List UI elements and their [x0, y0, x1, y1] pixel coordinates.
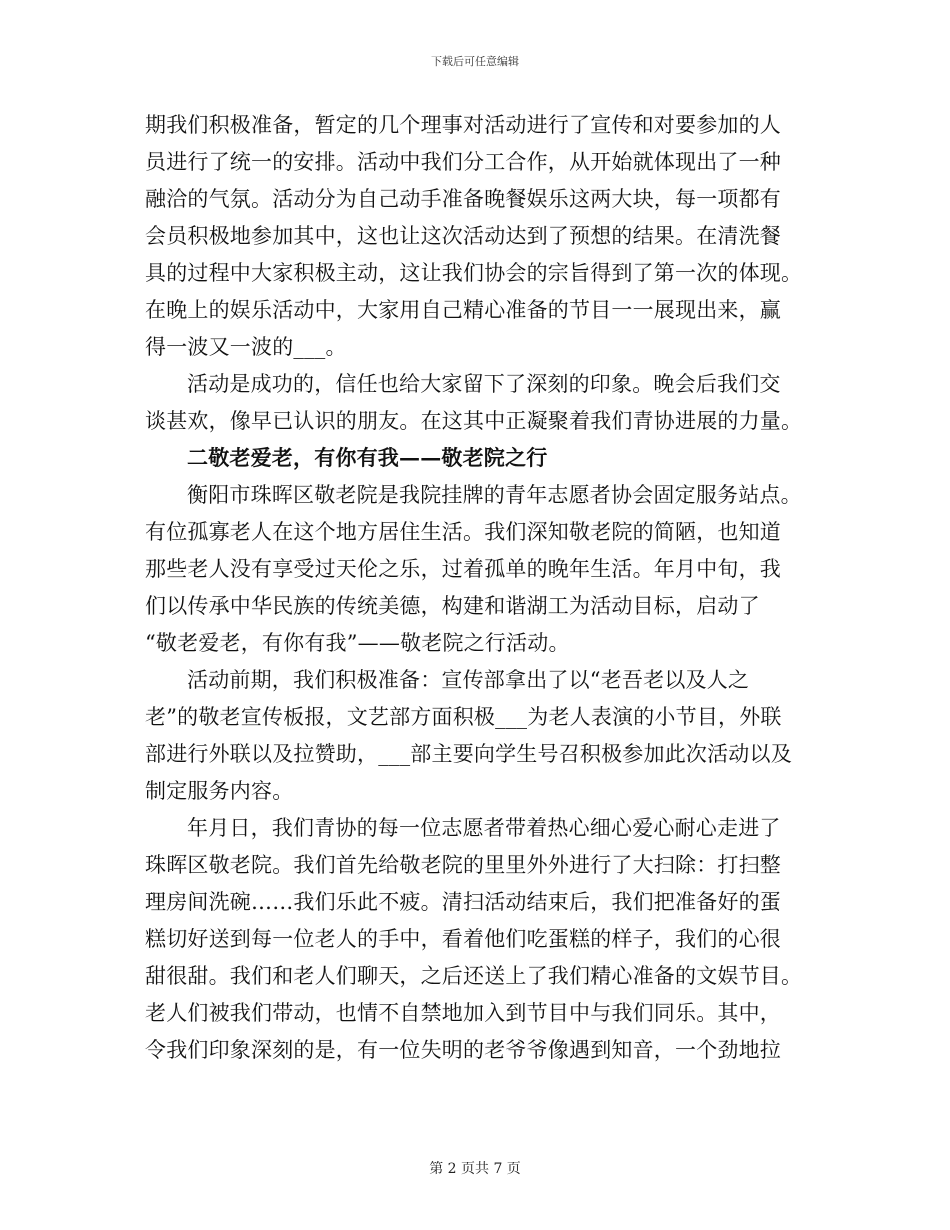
body-line: 那些老人没有享受过天伦之乐，过着孤单的晚年生活。年月中旬，我 — [145, 557, 781, 581]
body-line: 谈甚欢，像早已认识的朋友。在这其中正凝聚着我们青协进展的力量。 — [145, 409, 803, 433]
page-header: 下载后可任意编辑 — [431, 55, 519, 68]
body-line: 活动是成功的，信任也给大家留下了深刻的印象。晚会后我们交 — [187, 372, 781, 396]
body-line: “敬老爱老，有你有我”——敬老院之行活动。 — [145, 631, 570, 655]
body-line: 们以传承中华民族的传统美德，构建和谐湖工为活动目标，启动了 — [145, 594, 760, 618]
body-line: 衡阳市珠晖区敬老院是我院挂牌的青年志愿者协会固定服务站点。 — [187, 483, 802, 507]
body-line: 会员积极地参加其中，这也让这次活动达到了预想的结果。在清洗餐 — [145, 224, 781, 248]
body-line: 具的过程中大家积极主动，这让我们协会的宗旨得到了第一次的体现。 — [145, 261, 803, 285]
body-line: 期我们积极准备，暂定的几个理事对活动进行了宣传和对要参加的人 — [145, 113, 781, 137]
body-line: 员进行了统一的安排。活动中我们分工合作，从开始就体现出了一种 — [145, 150, 781, 174]
section-heading: 二敬老爱老，有你有我——敬老院之行 — [187, 445, 548, 470]
body-line: 老人们被我们带动，也情不自禁地加入到节目中与我们同乐。其中， — [145, 1001, 781, 1025]
body-line: 得一波又一波的___。 — [145, 335, 347, 359]
body-line: 糕切好送到每一位老人的手中，看着他们吃蛋糕的样子，我们的心很 — [145, 927, 781, 951]
body-line: 融洽的气氛。活动分为自己动手准备晚餐娱乐这两大块，每一项都有 — [145, 187, 781, 211]
body-line: 年月日，我们青协的每一位志愿者带着热心细心爱心耐心走进了 — [187, 816, 781, 840]
body-line: 老”的敬老宣传板报，文艺部方面积极___为老人表演的小节目，外联 — [145, 705, 782, 729]
body-line: 部进行外联以及拉赞助，___部主要向学生号召积极参加此次活动以及 — [145, 742, 792, 766]
page-footer: 第 2 页共 7 页 — [429, 1161, 521, 1177]
body-line: 在晚上的娱乐活动中，大家用自己精心准备的节目一一展现出来，赢 — [145, 298, 781, 322]
body-line: 理房间洗碗……我们乐此不疲。清扫活动结束后，我们把准备好的蛋 — [145, 890, 781, 914]
body-line: 珠晖区敬老院。我们首先给敬老院的里里外外进行了大扫除：打扫整 — [145, 853, 781, 877]
body-line: 甜很甜。我们和老人们聊天，之后还送上了我们精心准备的文娱节目。 — [145, 964, 803, 988]
body-line: 令我们印象深刻的是，有一位失明的老爷爷像遇到知音，一个劲地拉 — [145, 1038, 781, 1062]
body-line: 制定服务内容。 — [145, 779, 294, 803]
body-line: 活动前期，我们积极准备：宣传部拿出了以“老吾老以及人之 — [187, 668, 750, 692]
body-line: 有位孤寡老人在这个地方居住生活。我们深知敬老院的简陋，也知道 — [145, 520, 781, 544]
